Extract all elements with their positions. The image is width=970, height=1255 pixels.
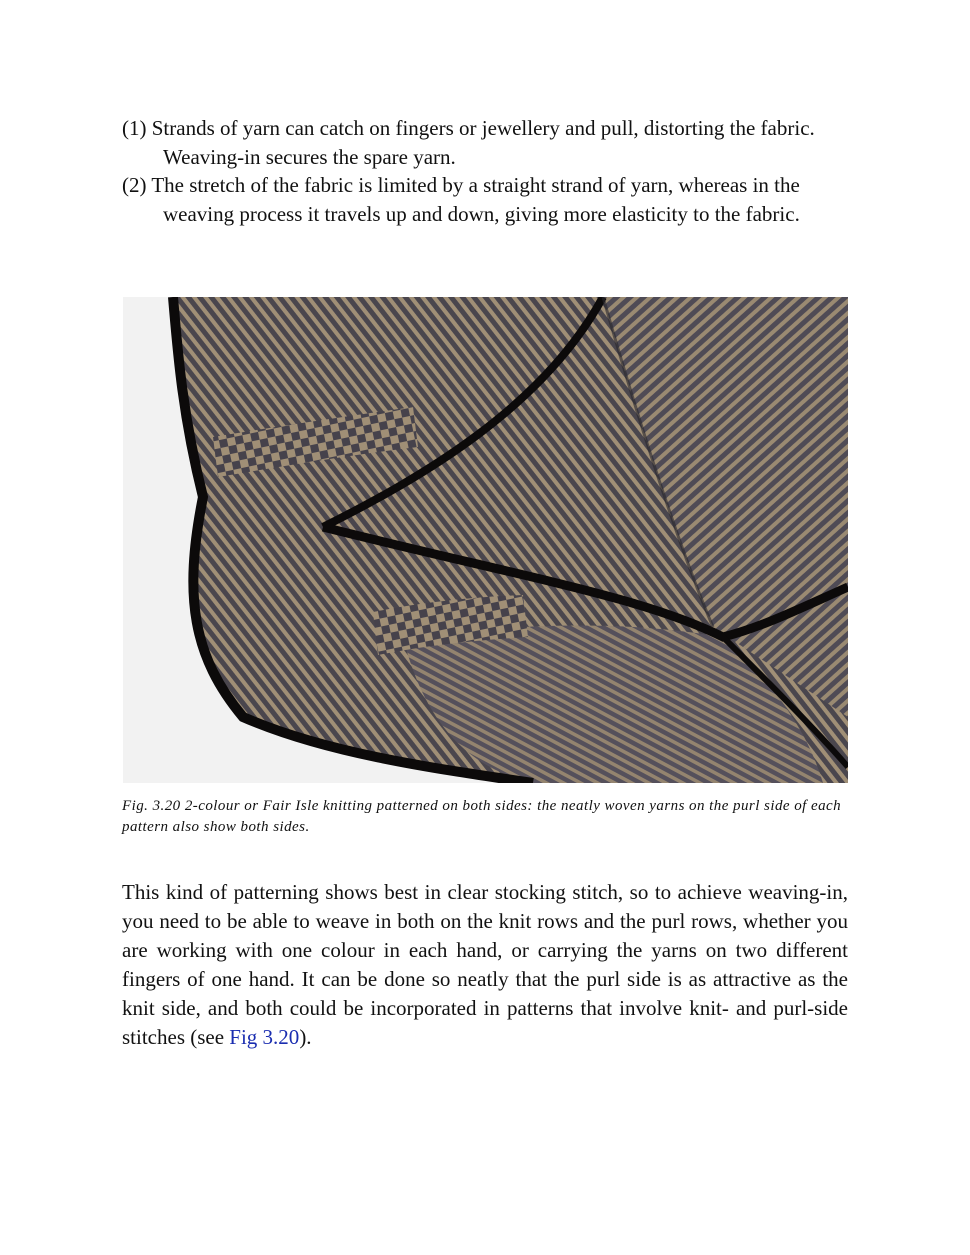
- paragraph-text-end: ).: [299, 1025, 312, 1049]
- numbered-list: [122, 114, 852, 228]
- figure-caption: Fig. 3.20 2-colour or Fair Isle knitting patterned on both sides: the neatly woven yarns on the purl side of each pattern also show both sides.: [122, 798, 842, 835]
- list-item: (2) The stretch of the fabric is limited by a straight strand of yarn, whereas in the weaving process it travels up and down, giving more elasticity to the fabric.: [122, 173, 800, 226]
- knitting-photo: [123, 297, 848, 783]
- list-item: (1) Strands of yarn can catch on fingers or jewellery and pull, distorting the fabric. Weaving-in secures the spare yarn.: [122, 116, 815, 169]
- body-paragraph: [122, 878, 848, 1052]
- figure-link[interactable]: Fig 3.20: [229, 1025, 300, 1049]
- paragraph-text: This kind of patterning shows best in clear stocking stitch, so to achieve weaving-in, you need to be able to weave in both on the knit rows and the purl rows, whether you are working with one colour in each hand, or carrying the yarns on two different fingers of one hand. It can be done so neatly that the purl side is as attractive as the knit side, and both could be incorporated in patterns that involve knit- and purl-side stitches (see: [122, 880, 848, 1049]
